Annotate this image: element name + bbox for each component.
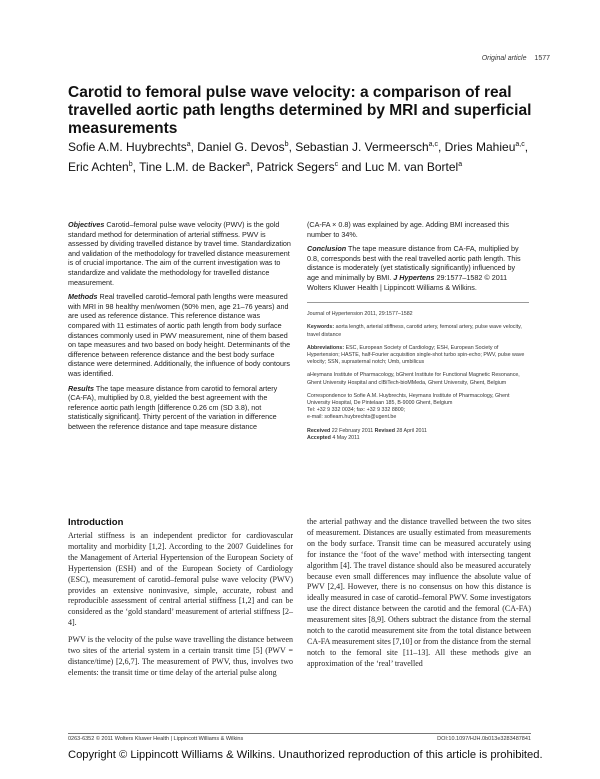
received-label: Received xyxy=(307,427,331,434)
accepted-label: Accepted xyxy=(307,434,331,441)
objectives-text: Carotid–femoral pulse wave velocity (PWV) is the gold standard method for determination of arterial stiffness. PWV is assessed by dividing travelled distance by travel time. Standardization and validation of the methodology for travelled distance measurement is of crucial importance. The aim of the current investigation was to standardize and validate the methodology for travelled distance measurement. xyxy=(68,220,291,287)
correspondence-address: Correspondence to Sofie A.M. Huybrechts, Heymans Institute of Pharmacology, Ghent University Hospital, De Pintelaan 185, B-9000 Ghent, Belgium xyxy=(307,392,510,406)
conclusion-text: The tape measure distance from CA-FA, multiplied by 0.8, corresponds best with the real travelled aortic path length. This distance is moderately (yet statistically significantly) influenced by age and minimally by BMI. xyxy=(307,244,521,282)
author-4: Dries Mahieu xyxy=(444,140,516,154)
author-6-affil: a xyxy=(246,161,250,168)
introduction-heading: Introduction xyxy=(68,517,124,528)
abstract-column-left xyxy=(68,220,291,436)
author-1-affil: a xyxy=(186,141,191,148)
author-5: Eric Achten xyxy=(68,160,129,174)
copyright-notice: Copyright © Lippincott Williams & Wilkins. Unauthorized reproduction of this article is prohibited. xyxy=(68,749,543,761)
author-sep: , xyxy=(288,140,296,154)
accepted-date: 4 May 2011 xyxy=(332,434,360,441)
author-sep: , xyxy=(132,160,140,174)
article-type: Original article xyxy=(481,55,527,62)
body-column-right xyxy=(307,517,531,676)
author-sep: , xyxy=(249,160,257,174)
objectives-heading: Objectives xyxy=(68,220,105,229)
author-7-affil: c xyxy=(334,161,339,168)
citation-details: 29:1577–1582 © 2011 Wolters Kluwer Health | Lippincott Williams & Wilkins. xyxy=(307,272,508,292)
revised-label: Revised xyxy=(374,427,395,434)
author-3-affil: a,c xyxy=(428,141,438,148)
methods-heading: Methods xyxy=(68,292,98,302)
received-date: 22 February 2011 xyxy=(331,427,374,434)
intro-paragraph-3: the arterial pathway and the distance travelled between the two sites of measurement. Distances are usually estimated from measurements on the body surface. Transit time can be measured accurately using for instance the ‘foot of the wave’ method with intersecting tangent algorithm [4]. The travel distance should also be measured accurately because even small differences may influence the absolute value of PWV [2,4]. However, there is no consensus on how this distance is ideally measured in case of carotid–femoral PWV. Some investigators use the direct distance between the carotid and the femoral (CA-FA) measurement sites [8,9]. Others subtract the distance from the sternal notch to the carotid measurement site from the total distance between CA-FA measurement sites [7,10] or from the distance from the sternal notch to the femoral site [11–13]. All these methods give an approximation of the ‘real’ travelled xyxy=(307,517,532,668)
author-sep: , xyxy=(524,140,529,154)
methods-text: Real travelled carotid–femoral path lengths were measured with MRI in 98 healthy men/women (50% men, age 21–76 years) and are used as reference distance. This reference distance was compared with 11 estimates of aortic path length from body surface distances commonly used in PWV measurement, nine of them based on tape measures and two based on body height. Determinants of the difference between reference distance and the best body surface distance were determined. Additionally, the influence of body contours was identified. xyxy=(68,292,291,378)
abstract-methods xyxy=(68,292,291,378)
author-4-affil: a,c xyxy=(515,141,525,148)
page-number: 1577 xyxy=(534,55,550,62)
abstract-objectives xyxy=(68,220,291,287)
abbreviations xyxy=(307,345,529,367)
abstract-conclusion xyxy=(307,244,529,292)
running-head xyxy=(482,55,550,62)
author-1: Sofie A.M. Huybrechts xyxy=(68,140,187,154)
journal-reference: Journal of Hypertension 2011, 29:1577–1582 xyxy=(307,311,413,318)
correspondence-email[interactable]: e-mail: sofieam.huybrechts@ugent.be xyxy=(307,414,397,421)
abbreviations-label: Abbreviations: xyxy=(307,344,345,351)
author-8-affil: a xyxy=(458,161,463,168)
author-2: Daniel G. Devos xyxy=(197,140,285,154)
conclusion-heading: Conclusion xyxy=(307,244,347,254)
author-5-affil: b xyxy=(128,161,133,168)
keywords-text: aorta length, arterial stiffness, carotid artery, femoral artery, pulse wave velocity, travel distance xyxy=(307,324,522,338)
intro-paragraph-1: Arterial stiffness is an independent predictor for cardiovascular mortality and morbidity [1,2]. According to the 2007 Guidelines for the Management of Arterial Hypertension of the European Society of Hypertension (ESH) and of the European Society of Cardiology (ESC), measurement of carotid–femoral pulse wave velocity (PWV) provides an extensive noninvasive, simple, accurate, robust and reproducible assessment of central arterial stiffness [1,2] and can be considered as the ‘gold standard’ measurement of arterial stiffness [2–4]. xyxy=(68,531,293,628)
footer-doi[interactable]: DOI:10.1097/HJH.0b013e3283487841 xyxy=(437,736,531,742)
abstract-column-right xyxy=(307,220,529,448)
author-6: Tine L.M. de Backer xyxy=(139,160,246,174)
abstract-results xyxy=(68,384,291,432)
affiliations: aHeymans Institute of Pharmacology, bGhent Institute for Functional Magnetic Resonance, Ghent University Hospital and cIBiTech-bioMMeda, Ghent University, Ghent, Belgium xyxy=(307,372,520,386)
abbreviations-text: ESC, European Society of Cardiology; ESH, European Society of Hypertension; HASTE, half-Fourier acquisition single-shot turbo spin-echo; PWV, pulse wave velocity; SSN, suprasternal notch; Umb, umbilicus xyxy=(307,344,525,366)
intro-paragraph-2: PWV is the velocity of the pulse wave travelling the distance between two sites of the arterial system in a certain transit time [5] (PWV = distance/time) [2,6,7]. The measurement of PWV, thus, involves two elements: the transit time or time delay of the arterial pulse along xyxy=(68,635,293,677)
author-sep: , xyxy=(190,140,198,154)
footer-issn: 0263-6352 © 2011 Wolters Kluwer Health | Lippincott Williams & Wilkins xyxy=(68,736,244,742)
author-sep: , xyxy=(438,140,445,154)
revised-date: 28 April 2011 xyxy=(396,427,427,434)
footer-divider xyxy=(68,733,531,734)
author-list xyxy=(68,136,538,176)
author-2-affil: b xyxy=(284,141,289,148)
article-title: Carotid to femoral pulse wave velocity: a comparison of real travelled aortic path lengths determined by MRI and superficial measurements xyxy=(68,84,532,137)
author-sep: and xyxy=(338,160,365,174)
correspondence xyxy=(307,393,529,422)
results-text: The tape measure distance from carotid to femoral artery (CA-FA), multiplied by 0.8, yielded the best agreement with the reference aortic path length [difference 0.26 cm (SD 3.8), not statistically significant]. Thirty percent of the variation in difference between the reference distance and tape measure distance xyxy=(68,383,278,431)
author-8: Luc M. van Bortel xyxy=(364,160,459,174)
keywords-label: Keywords: xyxy=(307,324,335,331)
dates xyxy=(307,428,529,442)
results-heading: Results xyxy=(68,383,94,393)
author-3: Sebastian J. Vermeersch xyxy=(295,140,429,154)
correspondence-phone: Tel: +32 9 332 0034; fax: +32 9 332 8800; xyxy=(307,407,406,414)
results-continued: (CA-FA × 0.8) was explained by age. Adding BMI increased this number to 34%. xyxy=(307,220,509,239)
citation-journal: J Hypertens xyxy=(393,272,435,282)
keywords xyxy=(307,324,529,338)
author-7: Patrick Segers xyxy=(256,160,335,174)
body-column-left xyxy=(68,517,293,685)
meta-divider xyxy=(307,302,529,303)
